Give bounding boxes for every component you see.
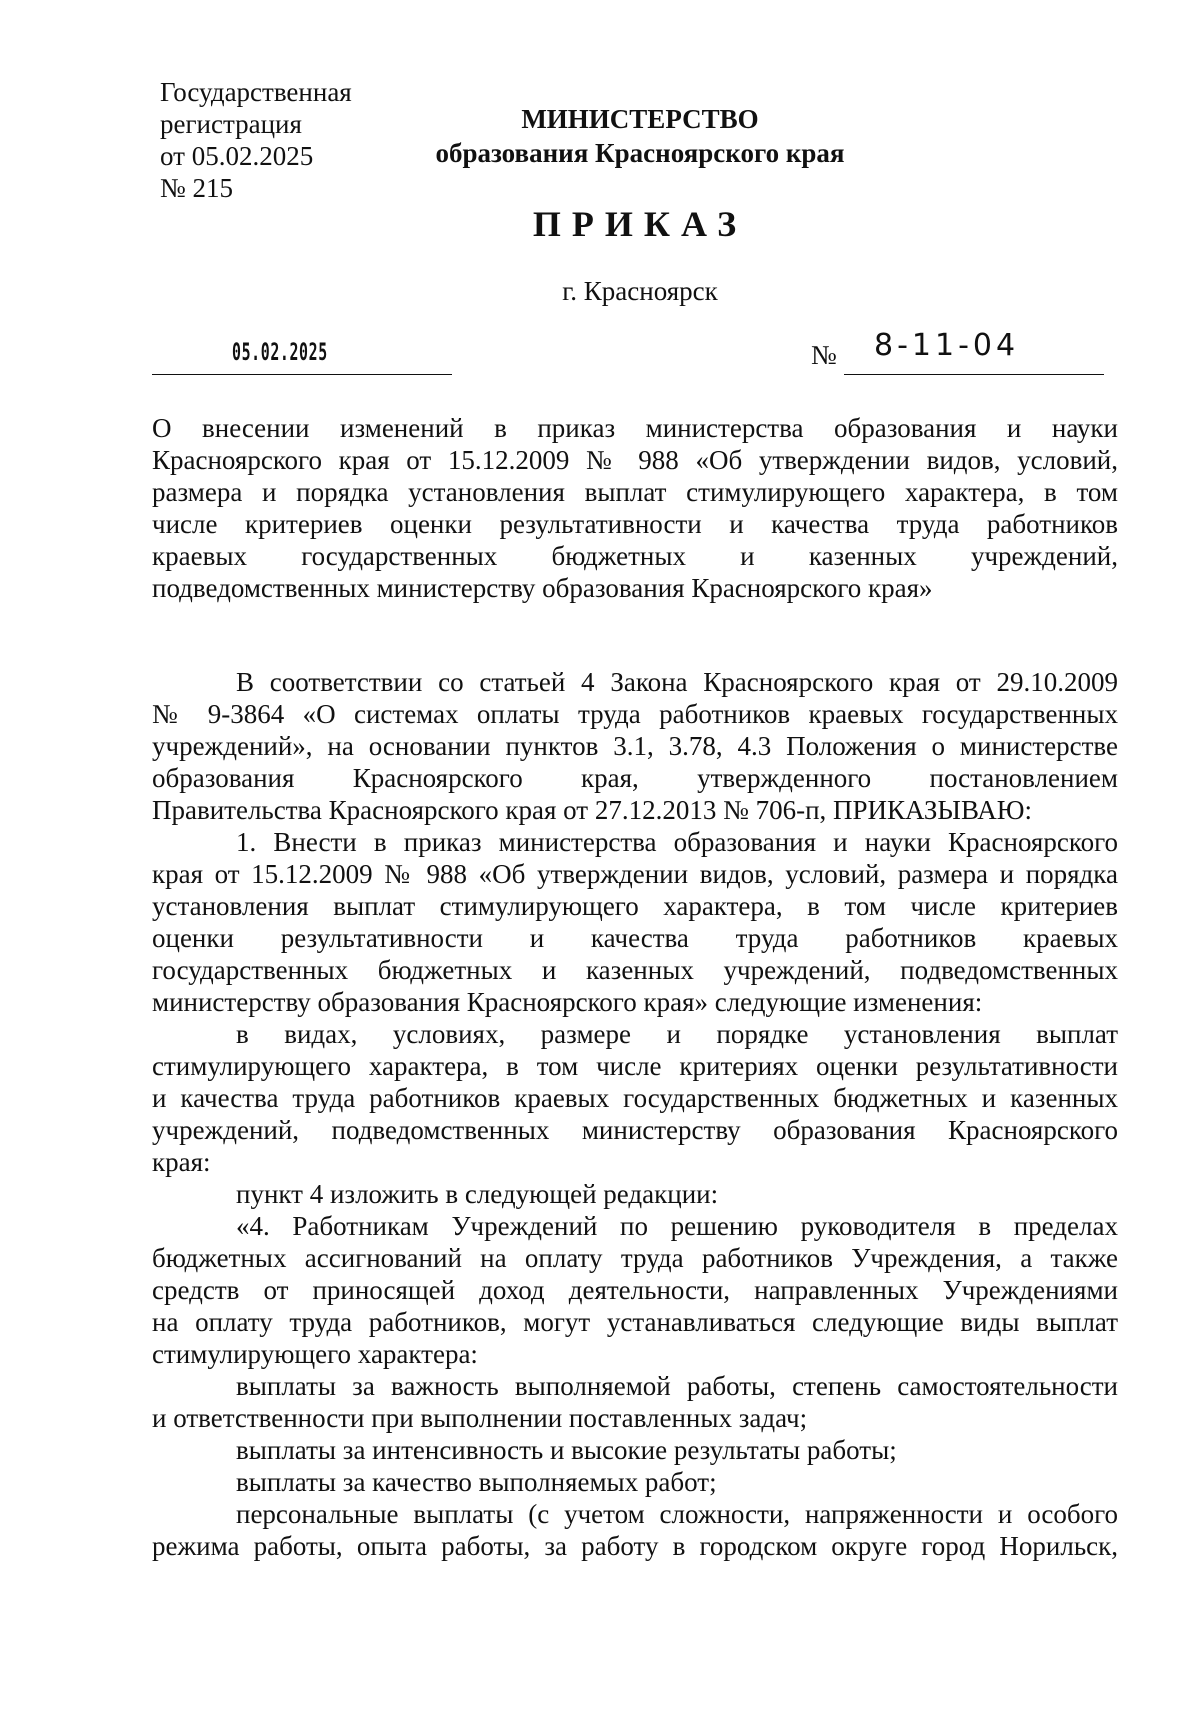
title-line: числе критериев оценки результативности и качества труда работников (152, 509, 1118, 539)
item1-line: оценки результативности и качества труда работников краевых (152, 923, 1118, 953)
changes-paragraph (152, 1018, 1118, 1178)
payment-line: выплаты за качество выполняемых работ; (236, 1467, 717, 1497)
ministry-subtitle: образования Красноярского края (435, 138, 845, 168)
preamble-line: № 9-3864 «О системах оплаты труда работников краевых государственных (152, 699, 1118, 729)
changes-line: стимулирующего характера, в том числе критериях оценки результативности (152, 1051, 1118, 1081)
preamble (152, 666, 1118, 826)
quote-line: «4. Работникам Учреждений по решению руководителя в пределах (236, 1211, 1118, 1241)
ministry-header (380, 102, 900, 170)
payments-list (152, 1370, 1118, 1562)
item1-line: министерству образования Красноярского края» следующие изменения: (152, 987, 983, 1017)
title-line: подведомственных министерству образования Красноярского края» (152, 573, 933, 603)
changes-line: и качества труда работников краевых государственных бюджетных и казенных (152, 1083, 1118, 1113)
number-sign: № (811, 340, 837, 370)
punkt4-line: пункт 4 изложить в следующей редакции: (236, 1179, 719, 1209)
preamble-line: учреждений», на основании пунктов 3.1, 3.78, 4.3 Положения о министерстве (152, 731, 1118, 761)
title-line: краевых государственных бюджетных и казенных учреждений, (152, 541, 1118, 571)
changes-line: учреждений, подведомственных министерству образования Красноярского (152, 1115, 1118, 1145)
registration-number: № 215 (160, 173, 234, 203)
payment-line: персональные выплаты (с учетом сложности, напряженности и особого (236, 1499, 1118, 1529)
order-title (152, 412, 1118, 604)
quote-line: на оплату труда работников, могут устанавливаться следующие виды выплат (152, 1307, 1118, 1337)
item1-line: края от 15.12.2009 № 988 «Об утверждении видов, условий, размера и порядка (152, 859, 1118, 889)
registration-block (160, 76, 352, 204)
order-number-handwritten: 8-11-04 (874, 328, 1020, 363)
payment-line: выплаты за интенсивность и высокие результаты работы; (236, 1435, 897, 1465)
city: г. Красноярск (562, 276, 718, 306)
registration-line: Государственная (160, 77, 352, 107)
payment-line: выплаты за важность выполняемой работы, степень самостоятельности (236, 1371, 1118, 1401)
preamble-line: В соответствии со статьей 4 Закона Красноярского края от 29.10.2009 (236, 667, 1118, 697)
title-line: Красноярского края от 15.12.2009 № 988 «Об утверждении видов, условий, (152, 445, 1118, 475)
registration-date: от 05.02.2025 (160, 141, 314, 171)
order-date-stamp: 05.02.2025 (232, 338, 328, 366)
item1-line: 1. Внести в приказ министерства образования и науки Красноярского (236, 827, 1118, 857)
registration-line: регистрация (160, 109, 302, 139)
quote-line: средств от приносящей доход деятельности, направленных Учреждениями (152, 1275, 1118, 1305)
quoted-item-4 (152, 1210, 1118, 1370)
payment-line: и ответственности при выполнении поставленных задач; (152, 1403, 808, 1433)
item1-line: государственных бюджетных и казенных учреждений, подведомственных (152, 955, 1118, 985)
changes-line: края: (152, 1147, 211, 1177)
quote-line: стимулирующего характера: (152, 1339, 478, 1369)
title-line: размера и порядка установления выплат стимулирующего характера, в том (152, 477, 1118, 507)
preamble-line: образования Красноярского края, утвержденного постановлением (152, 763, 1118, 793)
document-type: ПРИКАЗ (532, 204, 748, 244)
punkt4-paragraph (152, 1178, 1118, 1210)
preamble-line: Правительства Красноярского края от 27.12.2013 № 706-п, ПРИКАЗЫВАЮ: (152, 795, 1033, 825)
payment-line: режима работы, опыта работы, за работу в городском округе город Норильск, (152, 1531, 1118, 1561)
changes-line: в видах, условиях, размере и порядке установления выплат (236, 1019, 1118, 1049)
item-1 (152, 826, 1118, 1018)
quote-line: бюджетных ассигнований на оплату труда работников Учреждения, а также (152, 1243, 1118, 1273)
ministry-name: МИНИСТЕРСТВО (521, 104, 759, 134)
item1-line: установления выплат стимулирующего характера, в том числе критериев (152, 891, 1118, 921)
title-line: О внесении изменений в приказ министерства образования и науки (152, 413, 1118, 443)
